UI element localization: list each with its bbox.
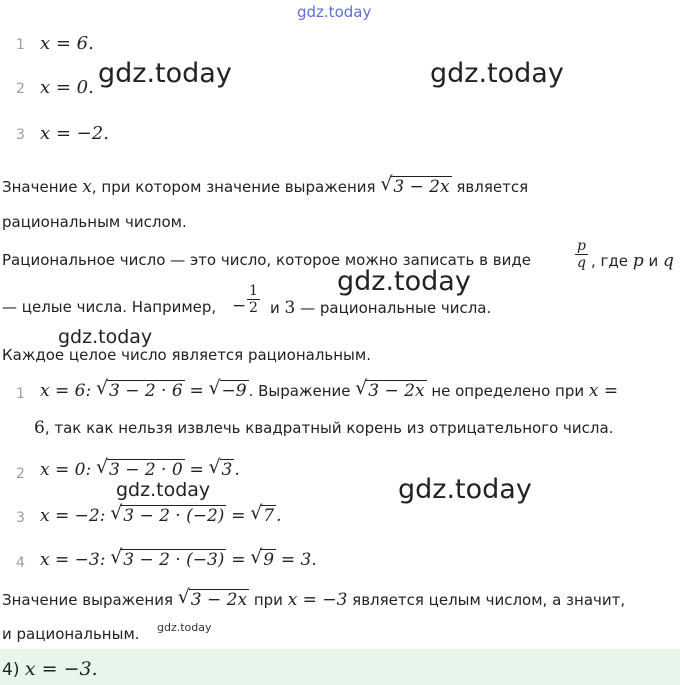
def-line-3: Каждое целое число является рациональным. bbox=[2, 346, 371, 364]
list-number: 2 bbox=[16, 81, 25, 97]
def-line-2-end: и 3 — рациональные числа. bbox=[270, 298, 492, 318]
intro-line-1: Значение x, при котором значение выражения √ 3 − 2x является bbox=[2, 176, 528, 197]
check-item-3: x = −2: √ 3 − 2 · (−2) = √ 7 . bbox=[40, 505, 282, 526]
check-item-1-line-2: 6, так как нельзя извлечь квадратный корень из отрицательного числа. bbox=[34, 418, 614, 438]
sqrt-expression: √ 3 bbox=[209, 459, 235, 480]
sqrt-expression: √ 3 − 2x bbox=[380, 176, 451, 197]
def-line-1: Рациональное число — это число, которое можно записать в виде bbox=[2, 251, 531, 269]
watermark: gdz.today bbox=[430, 58, 564, 89]
def-line-1-end: , где p и q bbox=[591, 251, 674, 271]
conclusion-line-2: и рациональным. bbox=[2, 625, 140, 643]
watermark: gdz.today bbox=[116, 479, 211, 501]
conclusion-line-1: Значение выражения √ 3 − 2x при x = −3 является целым числом, а значит, bbox=[2, 589, 625, 610]
sqrt-expression: √ 3 − 2 · (−2) bbox=[110, 505, 226, 526]
check-item-4: x = −3: √ 3 − 2 · (−3) = √ 9 = 3. bbox=[40, 549, 317, 570]
fraction-one-half: $\frac{1}{2}$ bbox=[249, 283, 258, 316]
sqrt-expression: √ −9 bbox=[209, 380, 249, 401]
option-value: x = −2. bbox=[40, 123, 109, 144]
watermark: gdz.today bbox=[157, 621, 212, 634]
watermark-top: gdz.today bbox=[297, 3, 372, 21]
sqrt-expression: √ 3 − 2 · 6 bbox=[96, 380, 185, 401]
list-number: 3 bbox=[16, 510, 25, 526]
list-number: 3 bbox=[16, 127, 25, 143]
answer: 4) x = −3. bbox=[2, 658, 98, 680]
option-value: x = 6. bbox=[40, 33, 94, 54]
sqrt-expression: √ 7 bbox=[250, 505, 276, 526]
sqrt-expression: √ 3 − 2x bbox=[178, 589, 249, 610]
watermark: gdz.today bbox=[337, 266, 471, 297]
list-number: 4 bbox=[16, 555, 25, 571]
answer-highlight bbox=[0, 649, 680, 685]
list-number: 1 bbox=[16, 37, 25, 53]
check-item-2: x = 0: √ 3 − 2 · 0 = √ 3 . bbox=[40, 459, 240, 480]
watermark: gdz.today bbox=[58, 326, 153, 348]
watermark: gdz.today bbox=[98, 58, 232, 89]
sqrt-expression: √ 3 − 2x bbox=[355, 380, 426, 401]
intro-line-2: рациональным числом. bbox=[2, 213, 187, 231]
list-number: 2 bbox=[16, 466, 25, 482]
list-number: 1 bbox=[16, 386, 25, 402]
option-value: x = 0. bbox=[40, 77, 94, 98]
sqrt-expression: √ 3 − 2 · (−3) bbox=[110, 549, 226, 570]
def-line-2: — целые числа. Например, bbox=[2, 298, 217, 316]
sqrt-expression: √ 3 − 2 · 0 bbox=[96, 459, 185, 480]
check-item-1: x = 6: √ 3 − 2 · 6 = √ −9 . Выражение √ 3 − 2x не определено при x = bbox=[40, 380, 618, 401]
minus-sign: − bbox=[232, 296, 247, 316]
fraction-p-q: $\frac{p}{q}$ bbox=[577, 238, 586, 271]
watermark: gdz.today bbox=[398, 474, 532, 505]
sqrt-expression: √ 9 bbox=[250, 549, 276, 570]
